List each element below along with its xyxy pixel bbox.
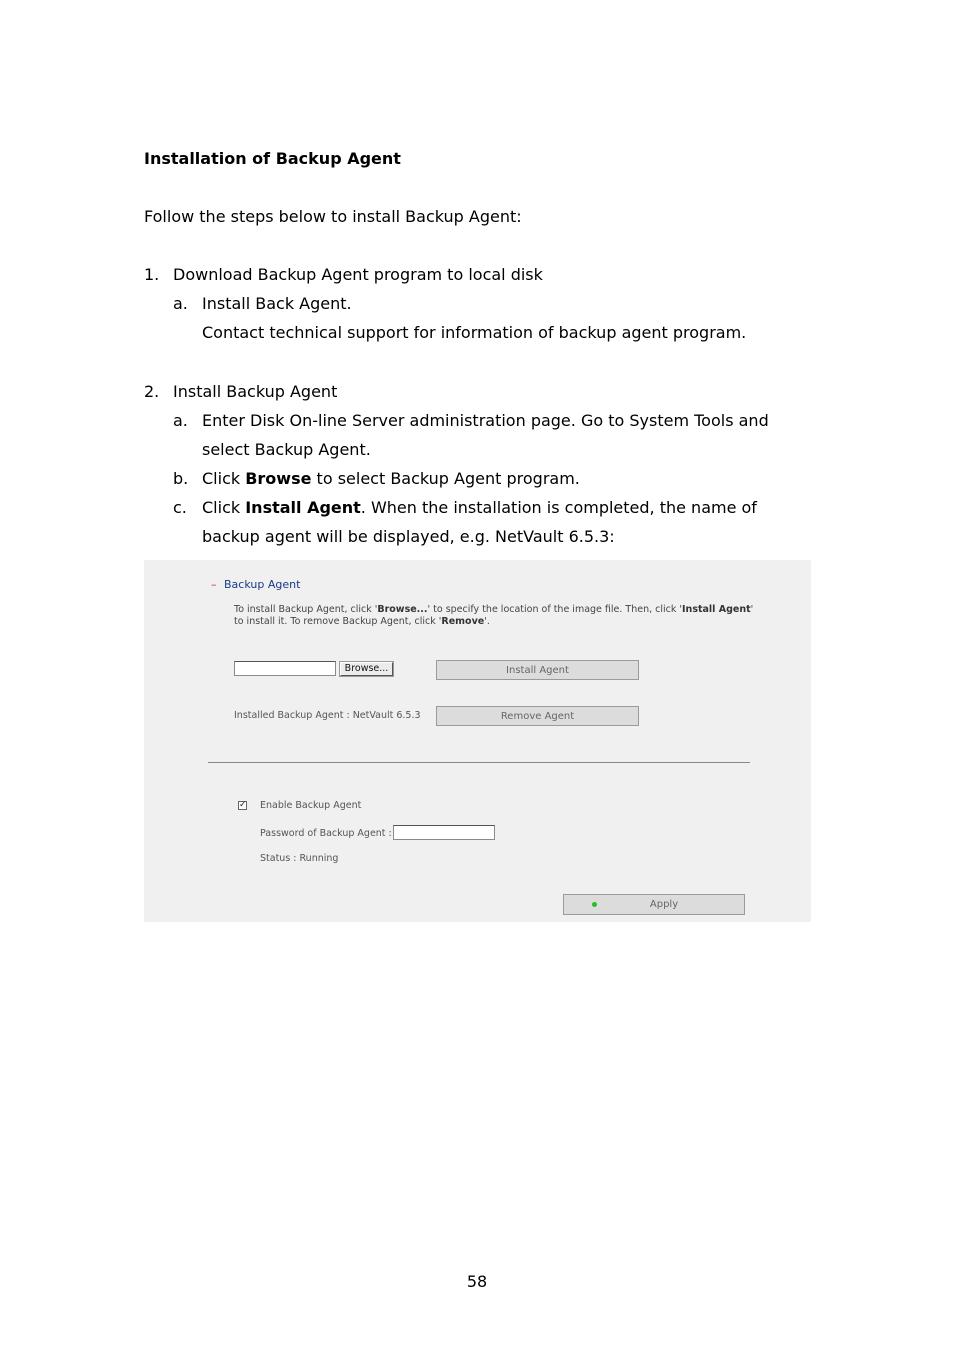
step-2-number: 2. <box>144 382 160 401</box>
description-line-1: To install Backup Agent, click 'Browse...' to specify the location of the image file. Then, click 'Install Agent' <box>234 604 754 615</box>
step-2-text: Install Backup Agent <box>173 382 338 401</box>
step-2b-text: Click Browse to select Backup Agent program. <box>202 469 580 488</box>
section-divider <box>208 762 750 763</box>
step-2a-letter: a. <box>173 411 188 430</box>
backup-agent-title[interactable]: Backup Agent <box>224 578 301 591</box>
step-2a-line2: select Backup Agent. <box>202 440 371 459</box>
password-label: Password of Backup Agent : <box>260 828 392 839</box>
install-agent-button[interactable]: Install Agent <box>436 660 639 680</box>
enable-backup-agent-checkbox[interactable]: ✓ <box>239 800 247 810</box>
description-line-2: to install it. To remove Backup Agent, click 'Remove'. <box>234 616 490 627</box>
section-heading: Installation of Backup Agent <box>144 149 401 168</box>
intro-text: Follow the steps below to install Backup Agent: <box>144 207 522 226</box>
enable-backup-agent-label: Enable Backup Agent <box>260 800 362 811</box>
step-1a-text: Install Back Agent. <box>202 294 352 313</box>
step-2c-text: Click Install Agent. When the installation is completed, the name of <box>202 498 757 517</box>
remove-agent-button[interactable]: Remove Agent <box>436 706 639 726</box>
step-2c-line2: backup agent will be displayed, e.g. NetVault 6.5.3: <box>202 527 615 546</box>
step-2a-line1: Enter Disk On-line Server administration page. Go to System Tools and <box>202 411 769 430</box>
password-input[interactable] <box>393 825 495 840</box>
install-agent-keyword: Install Agent <box>245 498 361 517</box>
collapse-icon[interactable]: – <box>211 578 217 591</box>
browse-button[interactable]: Browse... <box>340 662 393 676</box>
status-text: Status : Running <box>260 853 339 864</box>
step-2b-letter: b. <box>173 469 189 488</box>
step-1-number: 1. <box>144 265 160 284</box>
step-1a-note: Contact technical support for information of backup agent program. <box>202 323 747 342</box>
step-1a-letter: a. <box>173 294 188 313</box>
file-path-input[interactable] <box>234 661 336 676</box>
backup-agent-panel <box>144 560 811 922</box>
step-2c-letter: c. <box>173 498 187 517</box>
browse-keyword: Browse <box>245 469 312 488</box>
page-number: 58 <box>466 1272 488 1291</box>
step-1-text: Download Backup Agent program to local disk <box>173 265 543 284</box>
apply-label: Apply <box>649 899 679 910</box>
status-dot-icon <box>592 902 597 907</box>
installed-agent-text: Installed Backup Agent : NetVault 6.5.3 <box>234 710 421 721</box>
apply-button[interactable] <box>563 894 745 915</box>
